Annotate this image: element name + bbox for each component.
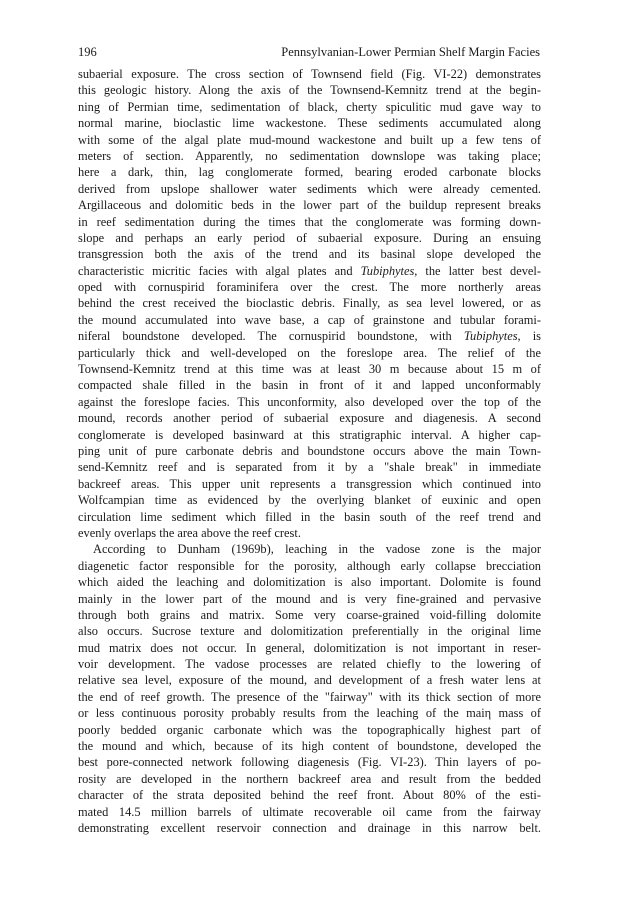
text-line: poorly bedded organic carbonate which was the topographically highest part of	[78, 722, 541, 737]
text-line: with some of the algal plate mud-mound wackestone and built up a few tens of	[78, 132, 541, 147]
text-line: mud matrix does not occur. In general, dolomitization is not important in reser-	[78, 640, 541, 655]
text-line: which aided the leaching and dolomitization is also important. Dolomite is found	[78, 575, 541, 590]
text-line: rosity are developed in the northern backreef area and result from the bedded	[78, 771, 541, 786]
text-line: the mound and which, because of its high content of boundstone, developed the	[78, 739, 541, 754]
text-line: also occurs. Sucrose texture and dolomitization preferentially in the original lime	[78, 624, 541, 639]
text-line: particularly thick and well-developed on the foreslope area. The relief of the	[78, 345, 541, 360]
text-line: the end of reef growth. The presence of the "fairway" with its thick section of more	[78, 689, 541, 704]
text-line: ning of Permian time, sedimentation of black, cherty spiculitic mud gave way to	[78, 99, 541, 114]
text-line: voir development. The vadose processes are related chiefly to the lowering of	[78, 657, 541, 672]
text-line: evenly overlaps the area above the reef crest.	[78, 525, 301, 540]
text-line: meters of section. Apparently, no sedimentation downslope was taking place;	[78, 148, 541, 163]
text-line: best pore-connected network following diagenesis (Fig. VI-23). Thin layers of po-	[78, 755, 541, 770]
text-line: against the foreslope facies. This unconformity, also developed over the top of the	[78, 394, 541, 409]
text-line: backreef areas. This upper unit represents a transgression which continued into	[78, 476, 541, 491]
paragraph	[78, 541, 541, 836]
text-line: in reef sedimentation during the times that the conglomerate was forming down-	[78, 214, 541, 229]
text-line: Wolfcampian time as evidenced by the overlying blanket of euxinic and open	[78, 493, 541, 508]
text-line: conglomerate is developed basinward at this stratigraphic interval. A higher cap-	[78, 427, 541, 442]
text-line: this geologic history. Along the axis of the Townsend-Kemnitz trend at the begin-	[78, 83, 541, 98]
text-line: derived from upslope shallower water sediments which were already cemented.	[78, 181, 541, 196]
text-line: compacted shale filled in the basin in front of it and lapped unconformably	[78, 378, 541, 393]
text-line: Townsend-Kemnitz trend at this time was at least 30 m because about 15 m of	[78, 362, 541, 377]
text-line: niferal boundstone developed. The cornuspirid boundstone, with Tubiphytes, is	[78, 329, 541, 344]
text-line: diagenetic factor responsible for the porosity, although early collapse brecciation	[78, 558, 541, 573]
text-line: mound, records another period of subaerial exposure and diagenesis. A second	[78, 411, 541, 426]
text-line: mated 14.5 million barrels of ultimate recoverable oil came from the fairway	[78, 804, 541, 819]
running-head: Pennsylvanian-Lower Permian Shelf Margin Facies	[281, 45, 540, 59]
text-line: characteristic micritic facies with algal plates and Tubiphytes, the latter best devel-	[78, 263, 542, 278]
paragraph	[78, 66, 541, 541]
text-line: behind the crest received the bioclastic debris. Finally, as sea level lowered, or as	[78, 296, 541, 311]
text-line: through both grains and matrix. Some very coarse-grained void-filling dolomite	[78, 607, 541, 622]
text-line: transgression both the axis of the trend and its basinal slope developed the	[78, 247, 541, 262]
text-line: slope and perhaps an early period of subaerial exposure. During an ensuing	[78, 230, 541, 245]
text-line: send-Kemnitz reef and is separated from it by a "shale break" in immediate	[78, 460, 541, 475]
text-line: the mound accumulated into wave base, a cap of grainstone and tubular forami-	[78, 312, 541, 327]
text-line: or less continuous porosity probably results from the leaching of the maiη mass of	[78, 706, 541, 721]
text-line: oped with cornuspirid foraminifera over the crest. The more northerly areas	[78, 280, 541, 295]
text-line: subaerial exposure. The cross section of Townsend field (Fig. VI-22) demonstrates	[78, 67, 541, 81]
text-line: character of the strata deposited behind the reef front. About 80% of the esti-	[78, 788, 541, 803]
text-line: demonstrating excellent reservoir connection and drainage in this narrow belt.	[78, 820, 541, 835]
text-line: relative sea level, exposure of the mound, and development of a fresh water lens at	[78, 673, 541, 688]
text-line: Argillaceous and dolomitic beds in the lower part of the buildup represent breaks	[78, 198, 541, 213]
text-line: According to Dunham (1969b), leaching in the vadose zone is the major	[93, 542, 541, 557]
page-number: 196	[78, 45, 97, 59]
text-line: circulation lime sediment which filled in the basin south of the reef trend and	[78, 509, 541, 524]
text-line: here a dark, thin, lag conglomerate formed, bearing eroded carbonate blocks	[78, 165, 541, 180]
text-line: mainly in the lower part of the mound and is very fine-grained and pervasive	[78, 591, 541, 606]
text-line: ping unit of pure carbonate debris and boundstone occurs above the main Town-	[78, 443, 541, 458]
text-line: normal marine, bioclastic lime wackestone. These sediments accumulated along	[78, 116, 541, 131]
body-text	[78, 66, 541, 836]
